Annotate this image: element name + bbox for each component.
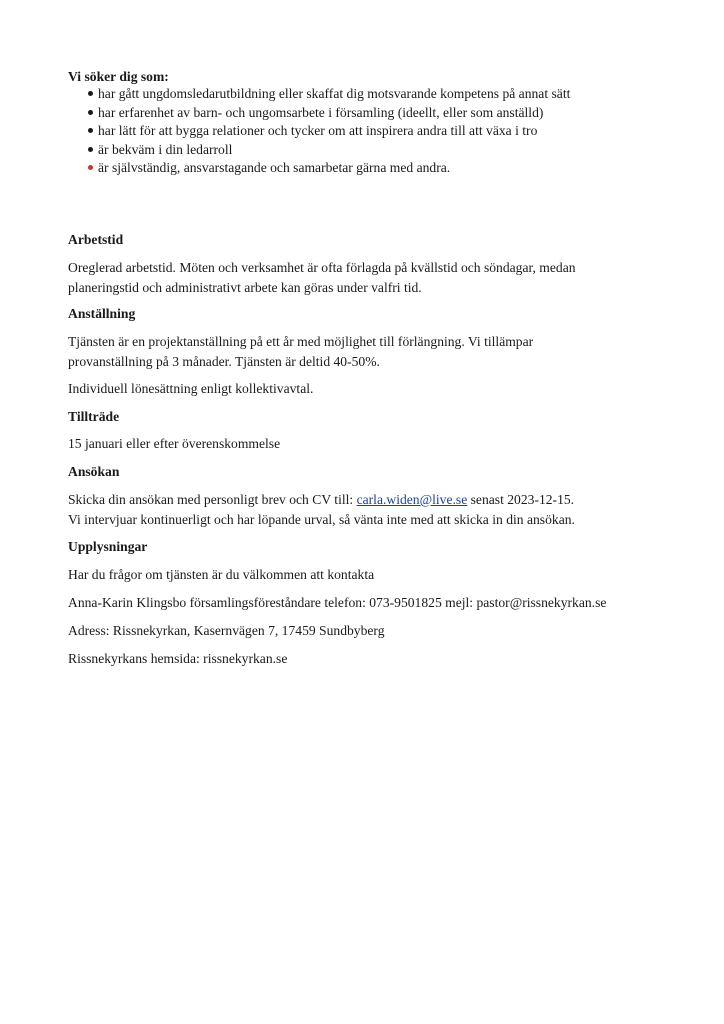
upplysningar-website: Rissnekyrkans hemsida: rissnekyrkan.se (68, 651, 288, 666)
anstallning-salary: Individuell lönesättning enligt kollektivavtal. (68, 381, 314, 396)
tilltrade-section (68, 407, 668, 427)
anstallning-section (68, 304, 668, 324)
ansokan-text: Skicka din ansökan med personligt brev och CV till: carla.widen@live.se senast 2023-12-15. Vi intervjuar kontinuerligt och har löpande urval, så vänta inte med att skicka in din ansökan. (68, 492, 575, 527)
bullet-icon (88, 110, 93, 115)
arbetstid-heading: Arbetstid (68, 232, 124, 247)
bullet-icon (88, 147, 93, 152)
bullet-icon (88, 165, 93, 170)
ansokan-section (68, 462, 668, 482)
email-link[interactable]: carla.widen@live.se (356, 492, 468, 507)
upplysningar-section (68, 537, 668, 557)
upplysningar-line1: Har du frågor om tjänsten är du välkommen att kontakta (68, 567, 375, 582)
upplysningar-address: Adress: Rissnekyrkan, Kasernvägen 7, 17459 Sundbyberg (68, 623, 385, 638)
requirements-section (68, 68, 668, 178)
upplysningar-contact: Anna-Karin Klingsbo församlingsföreståndare telefon: 073-9501825 mejl: pastor@rissnekyrkan.se (68, 595, 607, 610)
requirements-list (68, 85, 668, 178)
bullet-icon (88, 128, 93, 133)
list-item: är bekväm i din ledarroll (68, 141, 668, 160)
tilltrade-text: 15 januari eller efter överenskommelse (68, 436, 281, 451)
arbetstid-text: Oreglerad arbetstid. Möten och verksamhet är ofta förlagda på kvällstid och söndagar, medan planeringstid och administrativt arbete kan göras under valfri tid. (68, 260, 576, 295)
arbetstid-section (68, 230, 668, 250)
list-item: har gått ungdomsledarutbildning eller skaffat dig motsvarande kompetens på annat sätt (68, 85, 668, 104)
ansokan-heading: Ansökan (68, 464, 120, 479)
bullet-icon (88, 91, 93, 96)
upplysningar-heading: Upplysningar (68, 539, 148, 554)
list-item: har erfarenhet av barn- och ungomsarbete i församling (ideellt, eller som anställd) (68, 104, 668, 123)
requirements-heading: Vi söker dig som: (68, 69, 169, 84)
tilltrade-heading: Tillträde (68, 409, 120, 424)
anstallning-heading: Anställning (68, 306, 136, 321)
list-item: har lätt för att bygga relationer och tycker om att inspirera andra till att växa i tro (68, 122, 668, 141)
list-item: är självständig, ansvarstagande och samarbetar gärna med andra. (68, 159, 668, 178)
anstallning-text: Tjänsten är en projektanställning på ett år med möjlighet till förlängning. Vi tillämpar provanställning på 3 månader. Tjänsten är deltid 40-50%. (68, 334, 534, 369)
